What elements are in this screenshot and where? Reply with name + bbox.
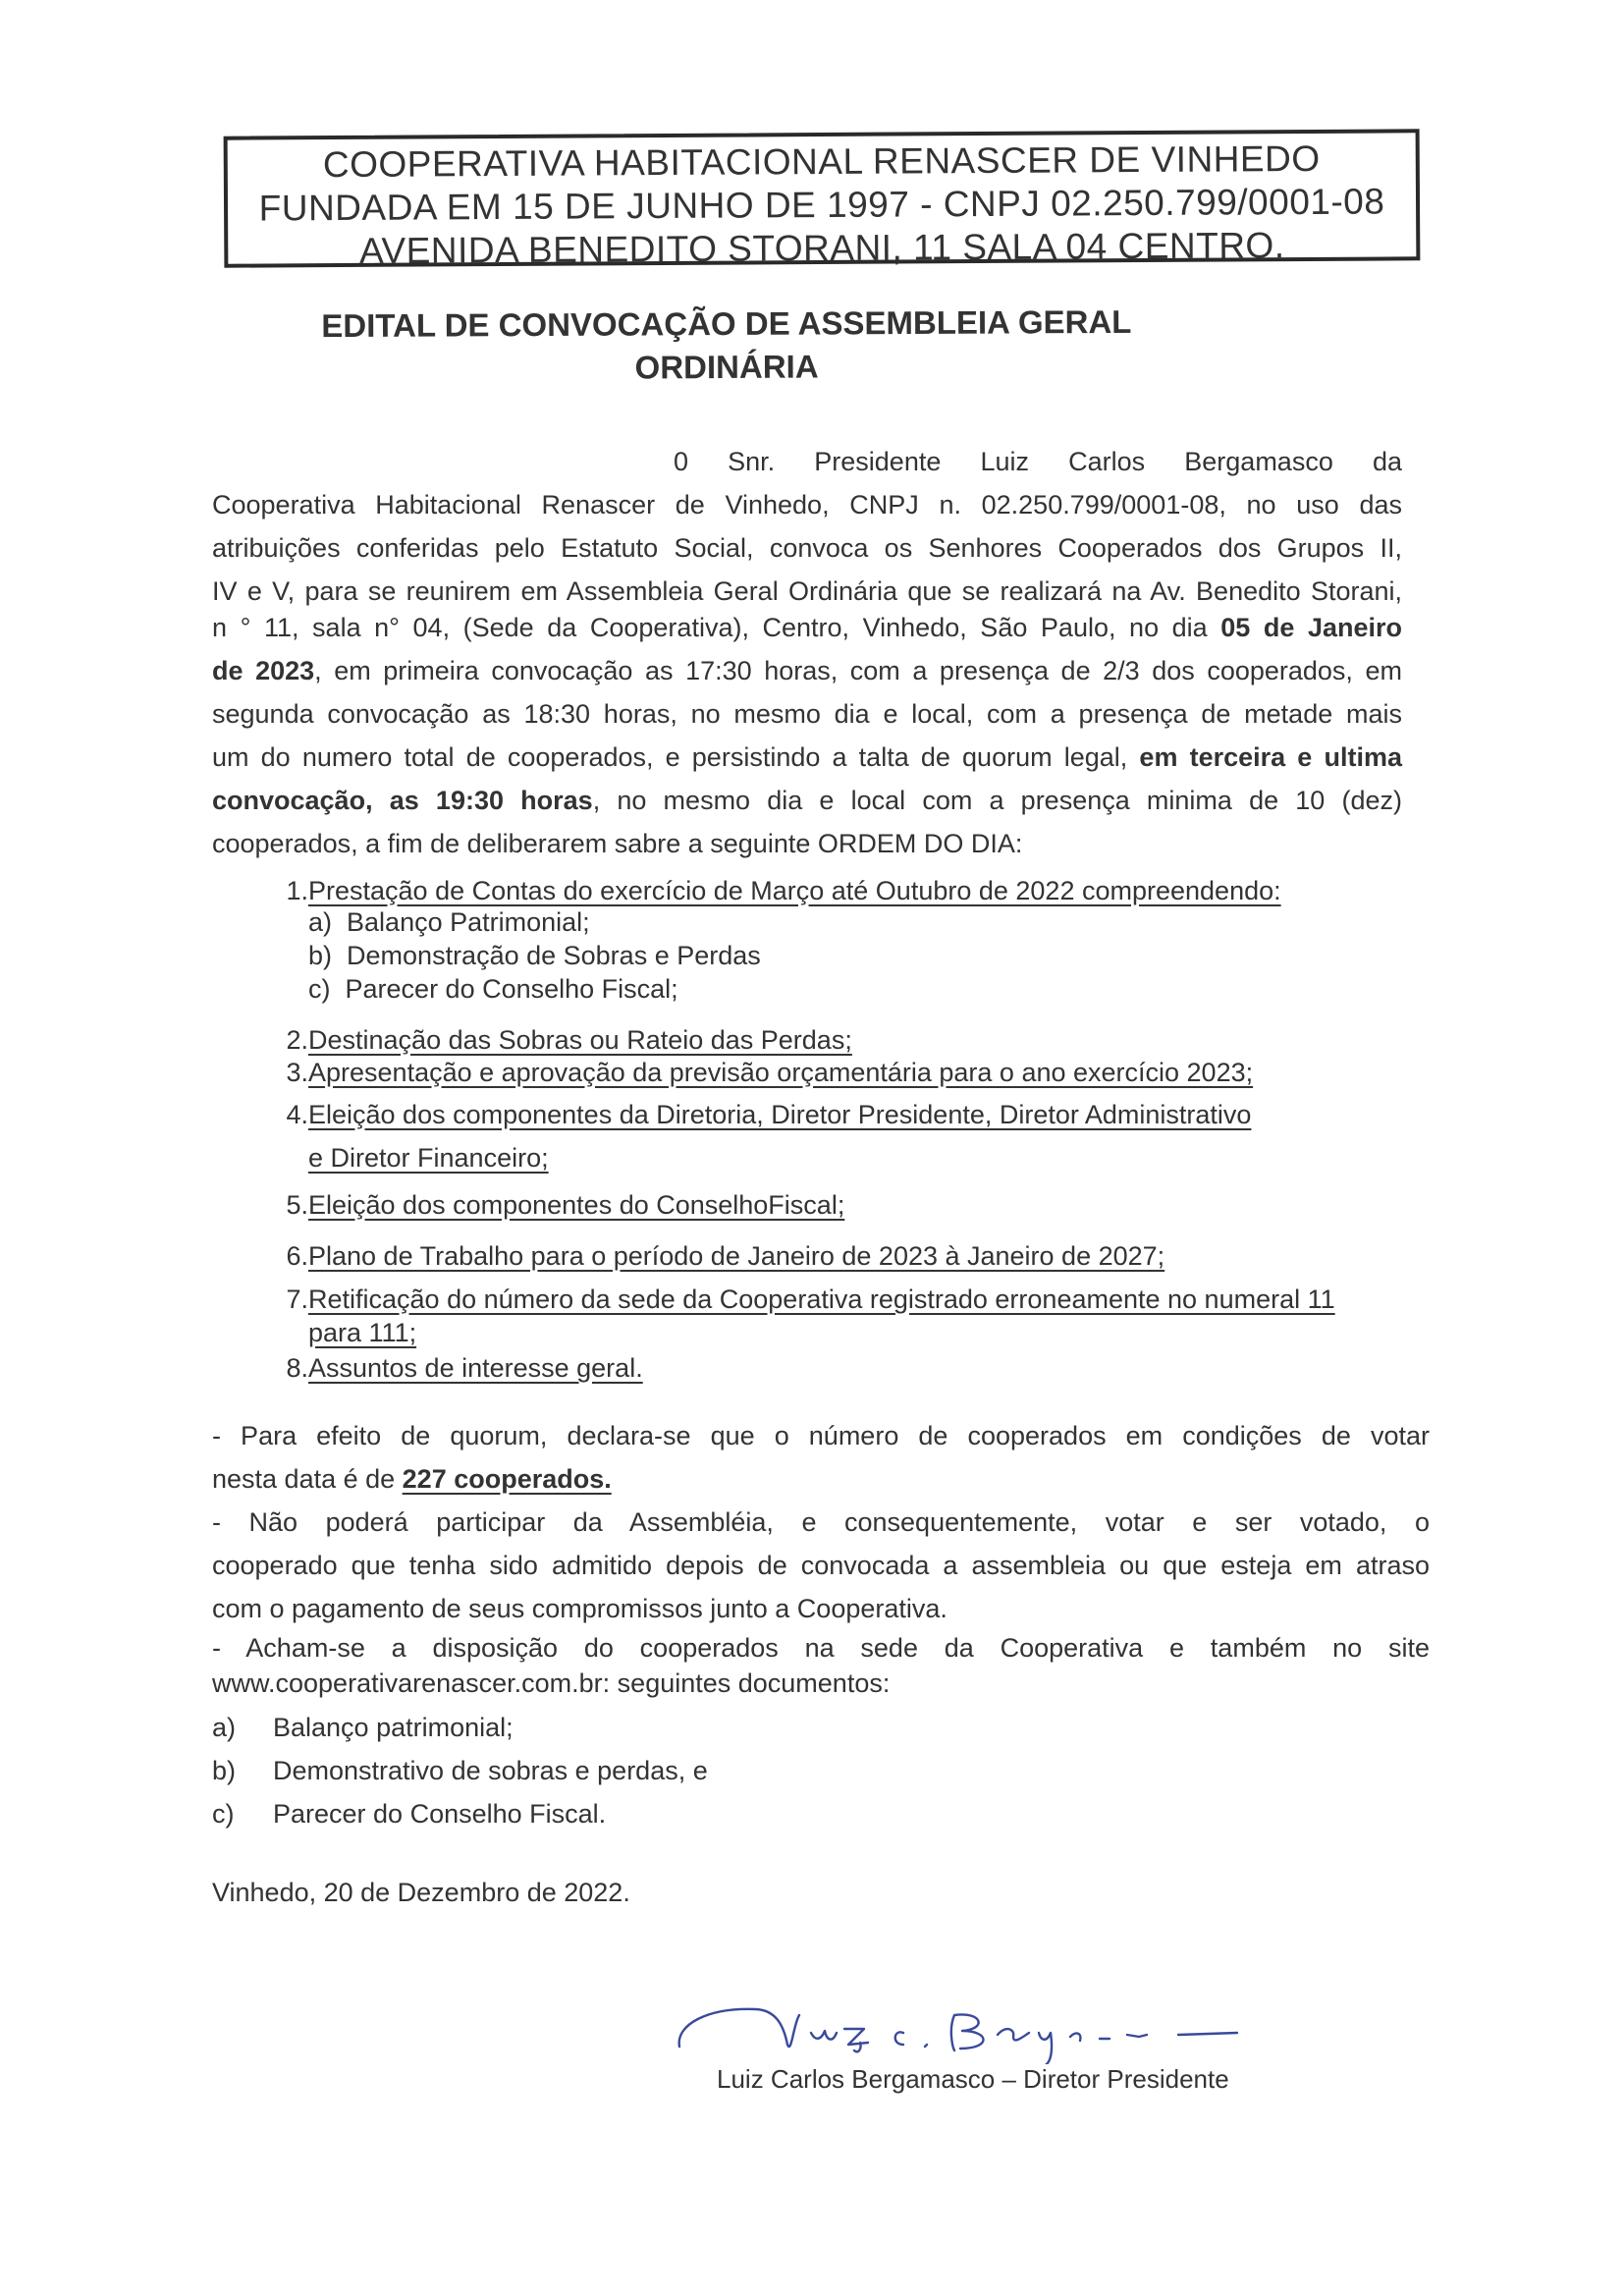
document-text: Balanço patrimonial;: [273, 1713, 514, 1742]
document-item: [212, 1756, 708, 1786]
agenda-text: Retificação do número da sede da Cooperativa registrado erroneamente no numeral 11: [308, 1285, 1335, 1314]
document-item: [212, 1799, 606, 1830]
agenda-text: Apresentação e aprovação da previsão orçamentária para o ano exercício 2023;: [308, 1058, 1254, 1087]
agenda-item: [212, 1188, 845, 1222]
agenda-text: Assuntos de interesse geral.: [308, 1353, 643, 1383]
agenda-item: [212, 874, 1281, 907]
note-line: [212, 1457, 1430, 1501]
letterhead-line-2: FUNDADA EM 15 DE JUNHO DE 1997 - CNPJ 02.250.799/0001-08: [258, 181, 1385, 229]
subitem-value: Parecer do Conselho Fiscal;: [345, 974, 678, 1004]
paragraph-line: [212, 649, 1402, 692]
third-call-bold: em terceira e ultima: [1139, 742, 1402, 772]
agenda-text: Plano de Trabalho para o período de Janeiro de 2023 à Janeiro de 2027;: [308, 1241, 1165, 1271]
subitem-label: a): [308, 907, 333, 937]
note-line: - Para efeito de quorum, declara-se que o número de cooperados em condições de votar: [212, 1421, 1430, 1450]
paragraph-line: Cooperativa Habitacional Renascer de Vinhedo, CNPJ n. 02.250.799/0001-08, no uso das: [212, 490, 1402, 519]
paragraph-text: , em primeira convocação as 17:30 horas, com a presença de 2/3 dos cooperados, em: [314, 656, 1403, 685]
document-label: c): [212, 1799, 235, 1829]
subitem-label: b): [308, 941, 333, 970]
agenda-number: 6.: [286, 1241, 308, 1271]
agenda-text: Prestação de Contas do exercício de Março até Outubro de 2022 compreendendo:: [308, 876, 1281, 905]
title-line-1: EDITAL DE CONVOCAÇÃO DE ASSEMBLEIA GERAL: [321, 302, 1132, 345]
agenda-number: 3.: [286, 1058, 308, 1087]
agenda-number: 7.: [286, 1285, 308, 1314]
website-line: www.cooperativarenascer.com.br: seguintes documentos:: [212, 1668, 891, 1698]
subitem-label: c): [308, 974, 331, 1004]
letterhead-line-3: AVENIDA BENEDITO STORANI, 11 SALA 04 CENTRO.: [358, 225, 1285, 271]
meeting-date-bold: 05 de Janeiro: [1220, 613, 1402, 642]
note-text: nesta data é de: [212, 1464, 403, 1494]
agenda-text: e Diretor Financeiro;: [308, 1143, 549, 1173]
paragraph-line: cooperados, a fim de deliberarem sabre a seguinte ORDEM DO DIA:: [212, 829, 1023, 858]
subitem-text: [308, 905, 590, 939]
paragraph-line: [212, 736, 1402, 779]
paragraph-text: um do numero total de cooperados, e persistindo a talta de quorum legal,: [212, 742, 1140, 772]
document-label: a): [212, 1713, 237, 1742]
agenda-number: 8.: [286, 1353, 308, 1383]
agenda-item: [212, 1283, 1335, 1316]
paragraph-line: 0 Snr. Presidente Luiz Carlos Bergamasco da: [674, 447, 1402, 476]
documents-note: [212, 1630, 1430, 1701]
subitem-text: [308, 972, 678, 1006]
cooperados-count: 227 cooperados.: [402, 1464, 612, 1494]
document-item: [212, 1713, 514, 1743]
note-line: - Não poderá participar da Assembléia, e consequentemente, votar e ser votado, o: [212, 1507, 1430, 1537]
signatory-name: Luiz Carlos Bergamasco – Diretor Presidente: [717, 2064, 1229, 2094]
letterhead-line-1: COOPERATIVA HABITACIONAL RENASCER DE VINHEDO: [322, 137, 1321, 186]
paragraph-line: [212, 779, 1402, 822]
agenda-item: [212, 1056, 1254, 1089]
place-and-date: Vinhedo, 20 de Dezembro de 2022.: [212, 1878, 630, 1907]
agenda-text: Eleição dos componentes da Diretoria, Diretor Presidente, Diretor Administrativo: [308, 1100, 1252, 1129]
note-line: - Acham-se a disposição do cooperados na sede da Cooperativa e também no site: [212, 1633, 1430, 1663]
agenda-item: [212, 1098, 1252, 1131]
note-line: cooperado que tenha sido admitido depois de convocada a assembleia ou que esteja em atraso: [212, 1551, 1430, 1580]
agenda-item: [212, 1023, 852, 1057]
note-line: com o pagamento de seus compromissos junto a Cooperativa.: [212, 1594, 947, 1623]
document-text: Parecer do Conselho Fiscal.: [273, 1799, 607, 1829]
agenda-text: para 111;: [308, 1318, 417, 1347]
paragraph-line: segunda convocação as 18:30 horas, no mesmo dia e local, com a presença de metade mais: [212, 699, 1402, 729]
paragraph-line: [212, 606, 1402, 649]
quorum-note: [212, 1414, 1430, 1501]
subitem-value: Balanço Patrimonial;: [347, 907, 590, 937]
paragraph-text: n ° 11, sala n° 04, (Sede da Cooperativa), Centro, Vinhedo, São Paulo, no dia: [212, 613, 1221, 642]
handwritten-signature: [668, 1986, 1276, 2064]
paragraph-line: atribuições conferidas pelo Estatuto Social, convoca os Senhores Cooperados dos Grupos II,: [212, 533, 1402, 563]
subitem-text: [308, 939, 761, 972]
agenda-number: 1.: [286, 876, 308, 905]
agenda-item: [212, 1351, 643, 1385]
letterhead-box: [224, 129, 1421, 271]
agenda-number: 5.: [286, 1190, 308, 1220]
third-call-time-bold: convocação, as 19:30 horas: [212, 786, 593, 815]
subitem-value: Demonstração de Sobras e Perdas: [347, 941, 761, 970]
agenda-item: [212, 1239, 1165, 1273]
participation-note: [212, 1501, 1430, 1630]
agenda-text: Destinação das Sobras ou Rateio das Perdas;: [308, 1025, 852, 1055]
document-text: Demonstrativo de sobras e perdas, e: [273, 1756, 708, 1785]
paragraph-text: , no mesmo dia e local com a presença minima de 10 (dez): [592, 786, 1403, 815]
document-title: [196, 300, 1257, 392]
agenda-number: 2.: [286, 1025, 308, 1055]
title-line-2: ORDINÁRIA: [634, 348, 819, 386]
agenda-number: 4.: [286, 1100, 308, 1129]
meeting-year-bold: de 2023: [212, 656, 315, 685]
paragraph-line: IV e V, para se reunirem em Assembleia Geral Ordinária que se realizará na Av. Benedito Storani,: [212, 576, 1402, 606]
document-label: b): [212, 1756, 237, 1785]
agenda-text: Eleição dos componentes do ConselhoFiscal;: [308, 1190, 845, 1220]
